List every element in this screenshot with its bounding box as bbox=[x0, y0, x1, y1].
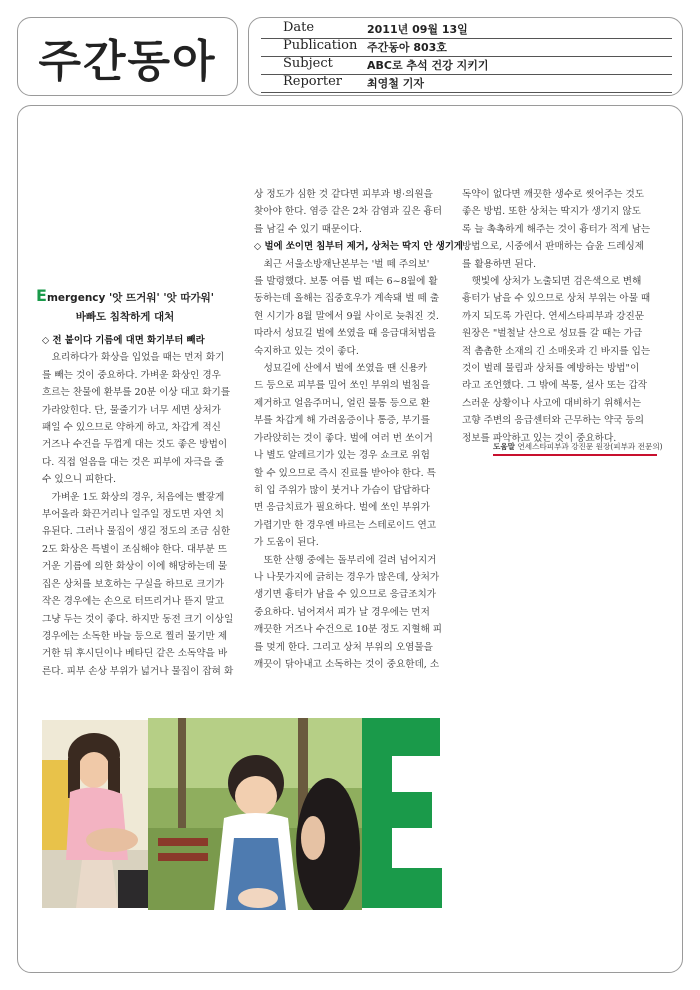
article-text-line: 까지 되도록 가린다. 연세스타피부과 강진문 bbox=[462, 310, 645, 322]
meta-row-subject bbox=[261, 57, 672, 75]
article-text-line: 숙지하고 있는 것이 좋다. bbox=[254, 345, 359, 357]
article-text-line: 드 등으로 피부를 밀어 쏘인 부위의 벌침을 bbox=[254, 380, 430, 392]
meta-value: ABC로 추석 건강 지키기 bbox=[367, 59, 489, 72]
article-text-line: 독약이 없다면 깨끗한 생수로 씻어주는 것도 bbox=[462, 189, 645, 200]
meta-row-publication bbox=[261, 39, 672, 57]
headline-line-2: 바빠도 침착하게 대처 bbox=[75, 311, 175, 323]
article-text-line: 현 시기가 8월 말에서 9월 사이로 늦춰진 것. bbox=[254, 310, 439, 322]
article-text-line: 가라앉힌다. 단, 물줄기가 너무 세면 상처가 bbox=[42, 404, 221, 416]
article-text-line: 할 수 있으므로 즉시 진료를 받아야 한다. 특 bbox=[254, 467, 436, 479]
meta-label: Reporter bbox=[283, 74, 342, 89]
article-text-line: 경우에는 소독한 바늘 등으로 찔러 물기만 제 bbox=[42, 630, 228, 642]
article-text-line: 유된다. 그러나 물집이 생길 정도의 조금 심한 bbox=[42, 526, 231, 538]
article-text-line: 거한 뒤 후시딘이나 베타딘 같은 소독약을 바 bbox=[42, 648, 228, 660]
logo-box bbox=[17, 17, 238, 96]
headline-line-1: mergency '앗 뜨거워' '앗 따가워' bbox=[46, 292, 214, 304]
meta-value: 최영철 기자 bbox=[367, 77, 424, 90]
article-text-line: 깨끗한 거즈나 수건으로 10분 정도 지혈해 피 bbox=[254, 624, 443, 636]
article-text-line: 를 멎게 한다. 그리고 상처 부위의 오염물을 bbox=[254, 641, 433, 653]
article-text-line: 방법으로, 시중에서 판매하는 습윤 드레싱제 bbox=[462, 241, 645, 253]
meta-label: Subject bbox=[283, 56, 333, 71]
metadata-box bbox=[248, 17, 683, 96]
credit-label: 도움말 bbox=[493, 442, 516, 451]
article-text-line: 것이 벌레 물림과 상처를 예방하는 방법"이 bbox=[462, 363, 640, 375]
article-text-line: 고향 주변의 응급센터와 근무하는 약국 등의 bbox=[462, 415, 645, 427]
article-text-line: 히 입 주위가 많이 붓거나 가슴이 답답하다 bbox=[254, 484, 430, 496]
article-text-line: 제거하고 얼음주머니, 얼린 물통 등으로 환 bbox=[254, 397, 430, 409]
article-text-line: 를 남길 수 있기 때문이다. bbox=[254, 223, 362, 235]
article-text-line: 동하는데 올해는 집중호우가 계속돼 벌 떼 출 bbox=[254, 293, 440, 305]
article-column-3 bbox=[462, 186, 662, 447]
article-text-line: 면 응급치료가 필요하다. 벌에 쏘인 부위가 bbox=[254, 502, 430, 514]
article-text-line: 패일 수 있으므로 약하게 하고, 차갑게 적신 bbox=[42, 422, 221, 434]
photo-child-with-bandage bbox=[42, 720, 148, 908]
meta-value: 주간동아 803호 bbox=[367, 41, 447, 54]
article-text-line: 가벼운 1도 화상의 경우, 처음에는 빨갛게 bbox=[42, 491, 225, 503]
article-text-line: 른다. 피부 손상 부위가 넓거나 물집이 잡혀 화 bbox=[42, 665, 234, 677]
article-text-line: 작은 경우에는 손으로 터뜨리거나 뜯지 말고 bbox=[42, 596, 225, 608]
article-text-line: 좋은 방법. 또한 상처는 딱지가 생기지 않도 bbox=[462, 206, 641, 218]
article-text-line: 흉터가 남을 수 있으므로 상처 부위는 아물 때 bbox=[462, 293, 651, 305]
article-text-line: 거운 기름에 의한 화상이 이에 해당하는데 물 bbox=[42, 561, 228, 573]
article-text-line: 깨끗이 닦아내고 소독하는 것이 중요한데, 소 bbox=[254, 658, 440, 670]
section-subheading: ◇ 벌에 쏘이면 침부터 제거, 상처는 딱지 안 생기게 bbox=[254, 241, 463, 253]
article-text-line: 록 늘 촉촉하게 해주는 것이 흉터가 적게 남는 bbox=[462, 223, 651, 235]
article-text-line: 집은 상처를 보호하는 구실을 하므로 크기가 bbox=[42, 578, 225, 590]
article-text-line: 가라앉히는 것이 좋다. 벌에 여러 번 쏘이거 bbox=[254, 432, 433, 444]
article-text-line: 라고 조언했다. 그 밖에 복통, 설사 또는 갑작 bbox=[462, 380, 647, 392]
article-text-line: 나 별도 알레르기가 있는 경우 쇼크로 위험 bbox=[254, 450, 430, 462]
article-text-line: 가렵기만 한 경우엔 바르는 스테로이드 연고 bbox=[254, 519, 437, 531]
article-text-line: 를 활용하면 된다. bbox=[462, 258, 537, 270]
article-text-line: 2도 화상은 특별이 조심해야 한다. 대부분 뜨 bbox=[42, 543, 227, 555]
meta-value: 2011년 09월 13일 bbox=[367, 23, 468, 36]
headline-initial: E bbox=[36, 286, 47, 305]
credit-line bbox=[493, 441, 663, 456]
credit-text: 연세스타피부과 강진문 원장(피부과 전문의) bbox=[517, 442, 663, 451]
article-text-line: 찾아야 한다. 염증 같은 2차 감염과 깊은 흉터 bbox=[254, 206, 443, 218]
article-column-1 bbox=[42, 332, 238, 680]
article-text-line: 그냥 두는 것이 좋다. 하지만 동전 크기 이상일 bbox=[42, 613, 234, 625]
article-text-line: 성묘길에 산에서 벌에 쏘였을 땐 신용카 bbox=[254, 363, 428, 375]
article-text-line: 부를 차갑게 해 가려움증이나 통증, 부기를 bbox=[254, 415, 430, 427]
article-text-line: 부어올라 화끈거리나 일주일 정도면 자연 치 bbox=[42, 509, 225, 521]
article-text-line: 햇빛에 상처가 노출되면 검은색으로 변해 bbox=[462, 276, 642, 288]
meta-label: Publication bbox=[283, 38, 358, 53]
article-text-line: 중요하다. 넘어져서 피가 날 경우에는 먼저 bbox=[254, 606, 430, 618]
meta-row-date bbox=[261, 21, 672, 39]
article-headline bbox=[30, 286, 220, 327]
meta-row-reporter bbox=[261, 75, 672, 93]
article-text-line: 흐르는 찬물에 환부를 20분 이상 대고 화기를 bbox=[42, 387, 231, 399]
article-column-2 bbox=[254, 186, 463, 673]
article-text-line: 를 빼는 것이 중요하다. 가벼운 화상인 경우 bbox=[42, 369, 221, 381]
article-text-line: 최근 서울소방재난본부는 '벌 떼 주의보' bbox=[254, 258, 430, 270]
section-subheading: ◇ 전 붙이다 기름에 대면 화기부터 빼라 bbox=[42, 335, 205, 346]
article-text-line: 원장은 "벌철날 산으로 성묘를 갈 때는 가급 bbox=[462, 328, 643, 340]
article-text-line: 정보를 파악하고 있는 것이 중요하다. bbox=[462, 432, 617, 444]
publication-logo: 주간동아 bbox=[38, 35, 217, 87]
decorative-letter-e bbox=[362, 718, 442, 908]
article-text-line: 적 촘촘한 소재의 긴 소매옷과 긴 바지를 입는 bbox=[462, 345, 651, 357]
article-text-line: 수 있으니 피한다. bbox=[42, 474, 117, 486]
photo-child-crying bbox=[148, 718, 362, 910]
article-text-line: 가 도움이 된다. bbox=[254, 537, 319, 549]
article-text-line: 또한 산행 중에는 돌부리에 걸려 넘어지거 bbox=[254, 554, 437, 566]
article-text-line: 생기면 흉터가 남을 수 있으므로 응급조치가 bbox=[254, 589, 437, 601]
article-text-line: 를 발령했다. 보통 여름 벌 떼는 6~8월에 활 bbox=[254, 276, 438, 288]
meta-label: Date bbox=[283, 20, 315, 35]
article-text-line: 거즈나 수건을 두껍게 대는 것도 좋은 방법이 bbox=[42, 439, 228, 451]
article-text-line: 다. 직접 얼음을 대는 것은 피부에 자극을 줄 bbox=[42, 456, 224, 468]
article-text-line: 스러운 상황이나 사고에 대비하기 위해서는 bbox=[462, 397, 642, 409]
article-text-line: 나 나뭇가지에 긁히는 경우가 많은데, 상처가 bbox=[254, 571, 440, 583]
article-text-line: 요리하다가 화상을 입었을 때는 먼저 화기 bbox=[42, 352, 225, 364]
article-text-line: 상 정도가 심한 것 같다면 피부과 병·의원을 bbox=[254, 189, 433, 200]
article-text-line: 따라서 성묘길 벌에 쏘였을 때 응급대처법을 bbox=[254, 328, 437, 340]
